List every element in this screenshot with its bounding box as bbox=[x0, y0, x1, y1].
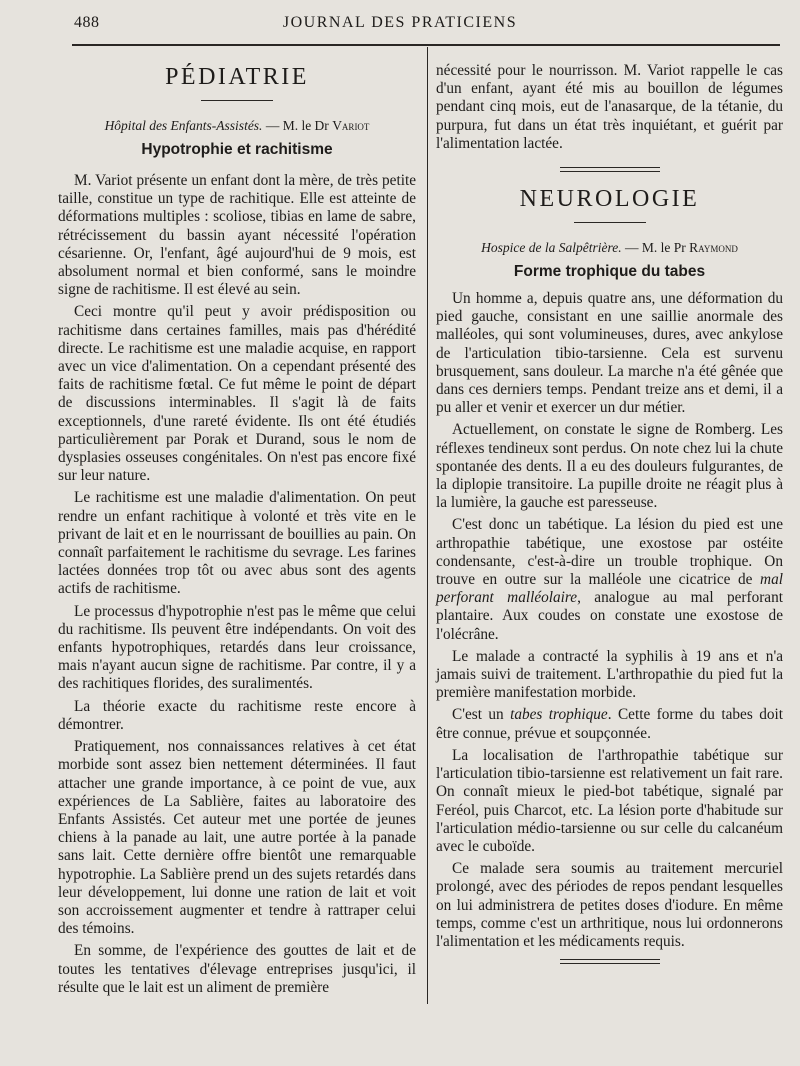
section-title-rule bbox=[574, 222, 646, 223]
doctor-name: Raymond bbox=[689, 240, 738, 256]
article-separator bbox=[560, 167, 660, 172]
paragraph: Actuellement, on constate le signe de Romberg. Les réflexes tendineux sont perdus. On note chez lui la chute spontanée des dents. Il a eu des douleurs fulgurantes, de la diplopie transitoire. La pupille droite ne réagit plus à la lumière, la gauche est paresseuse. bbox=[436, 421, 783, 512]
text-run: C'est donc un tabétique. La lésion du pied est une arthropathie tabétique, une exostose par ostéite condensante, c'est-à-dire un trouble trophique. On trouve en outre sur la malléole une cicatrice de bbox=[436, 516, 783, 589]
hospital-name: Hôpital des Enfants-Assistés. bbox=[104, 118, 263, 133]
paragraph bbox=[436, 516, 783, 643]
paragraph: La théorie exacte du rachitisme reste encore à démontrer. bbox=[58, 697, 416, 733]
paragraph: Le malade a contracté la syphilis à 19 ans et n'a jamais suivi de traitement. L'arthropathie du pied fut la première manifestation morbide. bbox=[436, 647, 783, 702]
doctor-prefix: — M. le Dr bbox=[262, 118, 333, 133]
journal-title: JOURNAL DES PRATICIENS bbox=[282, 14, 518, 31]
paragraph: Le processus d'hypotrophie n'est pas le même que celui du rachitisme. Ils peuvent être indépendants. On voit des enfants hypotrophiques, retardés dans leur croissance, mais n'ayant aucun signe de rachitisme. Par contre, il y a des rachitiques florides, des suralimentés. bbox=[58, 602, 416, 693]
running-head bbox=[0, 14, 800, 42]
doctor-prefix: — M. le Pr bbox=[621, 240, 690, 256]
paragraph: Ce malade sera soumis au traitement mercuriel prolongé, avec des périodes de repos pendant lesquelles on lui administrera de petites doses d'iodure. En même temps, comme c'est un arthritique, nous lui ordonnerons l'alimentation et les médicaments requis. bbox=[436, 860, 783, 950]
hospital-line bbox=[58, 117, 416, 135]
left-column bbox=[58, 48, 416, 1001]
paragraph bbox=[436, 706, 783, 742]
text-run: C'est un bbox=[452, 706, 511, 724]
hospital-name: Hospice de la Salpêtrière. bbox=[481, 240, 622, 256]
paragraph: M. Variot présente un enfant dont la mère, de très petite taille, constitue un type de rachitique. Elle est atteinte de déformations multiples : scoliose, tibias en lame de sabre, rétrécissement du bassin ayant nécessité l'opération césarienne. Or, l'enfant, âgé aujourd'hui de 9 mois, est absolument normal et bien conformé, sans le moindre signe de rachitisme. Il est élevé au sein. bbox=[58, 172, 416, 299]
italic-term: tabes trophique bbox=[510, 706, 608, 724]
section-title-rule bbox=[201, 100, 273, 101]
paragraph: La localisation de l'arthropathie tabétique sur l'articulation tibio-tarsienne est relativement un fait rare. On connaît mieux le pied-bot tabétique, signalé par Feréol, puis Charcot, etc. La lésion porte d'habitude sur l'articulation médio-tarsienne ou sur celle du calcanéum avec le cuboïde. bbox=[436, 746, 783, 855]
doctor-name: Variot bbox=[332, 118, 370, 133]
page-number: 488 bbox=[74, 14, 100, 31]
article-body bbox=[58, 172, 416, 997]
text-run: . Cette forme du tabes doit être connue, prévue et soupçonnée. bbox=[436, 706, 783, 742]
paragraph: Un homme a, depuis quatre ans, une déformation du pied gauche, consistant en une saillie anormale des malléoles, qui sont volumineuses, dures, avec ankylose de l'articulation tibio-tarsienne. Cela est survenu brusquement, sans douleur. La marche n'a été gênée que dans ces derniers temps. Pendant treize ans et demi, il a pu aller et venir et exercer un dur métier. bbox=[436, 290, 783, 417]
paragraph: En somme, de l'expérience des gouttes de lait et de toutes les tentatives d'élevage entreprises jusqu'ici, il résulte que le lait est un aliment de première bbox=[58, 942, 416, 996]
column-divider bbox=[427, 47, 428, 1004]
header-rule bbox=[72, 44, 780, 46]
right-column bbox=[436, 48, 783, 964]
paragraph: Pratiquement, nos connaissances relatives à cet état morbide sont assez bien nettement déterminées. Il faut attacher une grande importance, à ce point de vue, aux expériences de La Sablière, faites au laboratoire des Enfants Assistés. Cet auteur met une portée de jeunes chiens à la panade au lait, une autre portée à la panade sans lait. Cette dernière offre bientôt une remarquable hypotrophie. La Sablière prend un des sujets retardés dans leur développement, lui donne une ration de lait et voit son accroissement augmenter et tendre à rattraper celui des témoins. bbox=[58, 738, 416, 938]
article-title: Hypotrophie et rachitisme bbox=[141, 141, 333, 158]
article-title: Forme trophique du tabes bbox=[513, 263, 706, 281]
italic-term: mal perforant malléolaire bbox=[436, 571, 783, 607]
continued-paragraph: nécessité pour le nourrisson. M. Variot rappelle le cas d'un enfant, ayant été mis au bouillon de légumes pendant cinq mois, eut de l'anasarque, de la tétanie, du purpura, fut dans un état très inquiétant, et guérit par l'alimentation lactée. bbox=[436, 62, 783, 152]
paragraph: Le rachitisme est une maladie d'alimentation. On peut rendre un enfant rachitique à volonté et très vite en le privant de lait et en le nourrissant de bouillies au pain. On connaît parfaitement le rachitisme du sevrage. Les farines lactées données trop tôt ou avec abus sont des agents actifs de rachitisme. bbox=[58, 489, 416, 598]
section-title-neurologie: NEUROLOGIE bbox=[519, 186, 700, 213]
text-run: , analogue au mal perforant plantaire. Aux coudes on constate une exostose de l'olécrâne. bbox=[436, 589, 783, 643]
end-rule bbox=[560, 959, 660, 964]
paragraph: Ceci montre qu'il peut y avoir prédisposition ou rachitisme dans certaines familles, mais pas d'hérédité directe. Le rachitisme est une maladie acquise, en rapport avec un vice d'alimentation. On a cependant présenté des faits de rachitisme fœtal. Ce fut même le point de départ de discussions interminables. Il s'agit là de faits exceptionnels, d'une rareté évidente. Ils ont été étudiés particulièrement par Porak et Durand, sous le nom de dysplasies osseuses congénitales. On n'est pas encore fixé sur leur nature. bbox=[58, 303, 416, 485]
section-title-pediatrie: PÉDIATRIE bbox=[165, 64, 309, 90]
article-body bbox=[436, 290, 783, 951]
hospital-line bbox=[436, 239, 783, 257]
